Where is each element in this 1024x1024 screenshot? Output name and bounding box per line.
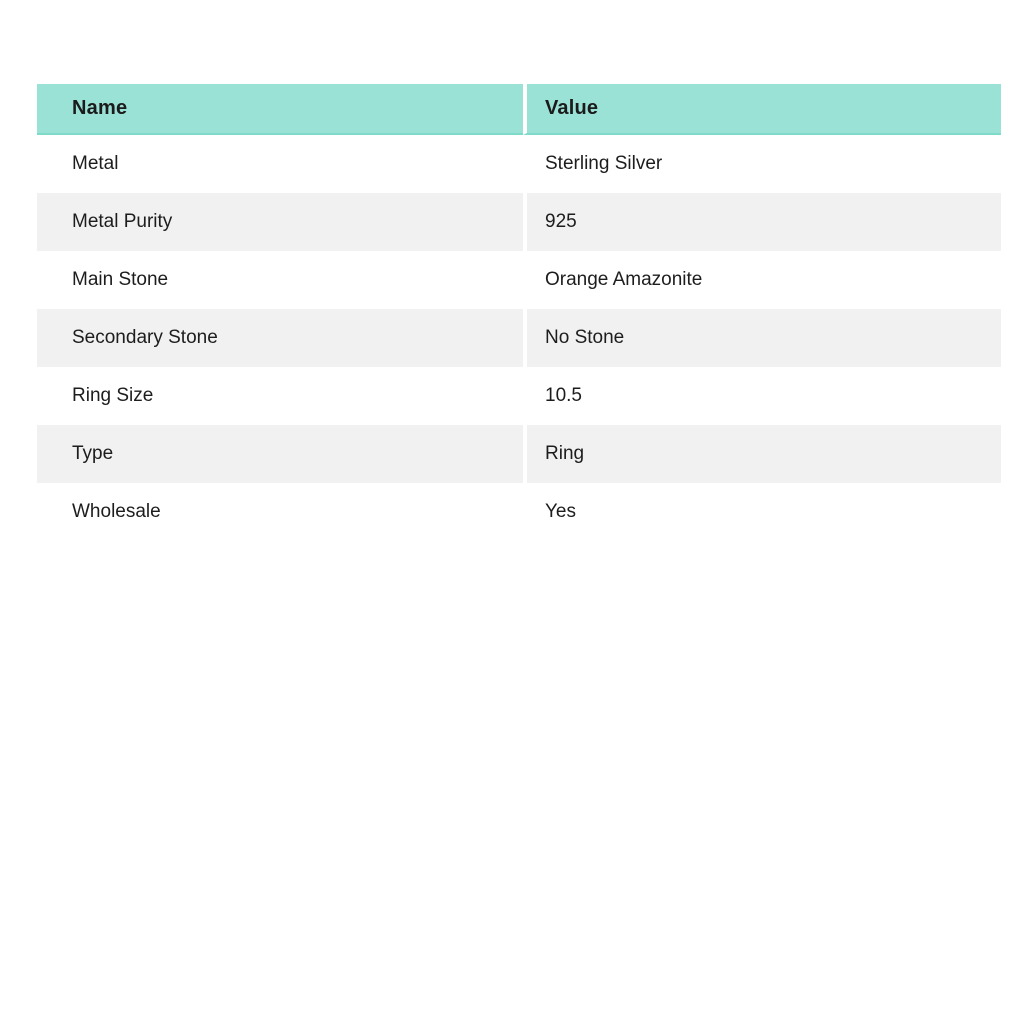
table-body xyxy=(37,135,1001,541)
table-row xyxy=(37,483,1001,541)
attribute-value-cell: No Stone xyxy=(523,309,1001,367)
attribute-name-cell: Metal Purity xyxy=(37,193,523,251)
attribute-value-cell: 925 xyxy=(523,193,1001,251)
table-header xyxy=(37,84,1001,135)
attribute-name-cell: Main Stone xyxy=(37,251,523,309)
attribute-name-cell: Secondary Stone xyxy=(37,309,523,367)
table-row xyxy=(37,425,1001,483)
table-row xyxy=(37,251,1001,309)
header-row xyxy=(37,84,1001,135)
product-attributes-table xyxy=(37,84,1001,541)
table-row xyxy=(37,309,1001,367)
attribute-value-cell: Orange Amazonite xyxy=(523,251,1001,309)
attribute-value-cell: Ring xyxy=(523,425,1001,483)
attribute-value-cell: 10.5 xyxy=(523,367,1001,425)
attribute-value-cell: Yes xyxy=(523,483,1001,541)
attribute-name-cell: Ring Size xyxy=(37,367,523,425)
attribute-name-cell: Wholesale xyxy=(37,483,523,541)
table-row xyxy=(37,135,1001,193)
column-header-value: Value xyxy=(523,84,1001,135)
column-header-name: Name xyxy=(37,84,523,135)
attribute-name-cell: Metal xyxy=(37,135,523,193)
table-row xyxy=(37,367,1001,425)
attribute-name-cell: Type xyxy=(37,425,523,483)
attribute-value-cell: Sterling Silver xyxy=(523,135,1001,193)
table-row xyxy=(37,193,1001,251)
